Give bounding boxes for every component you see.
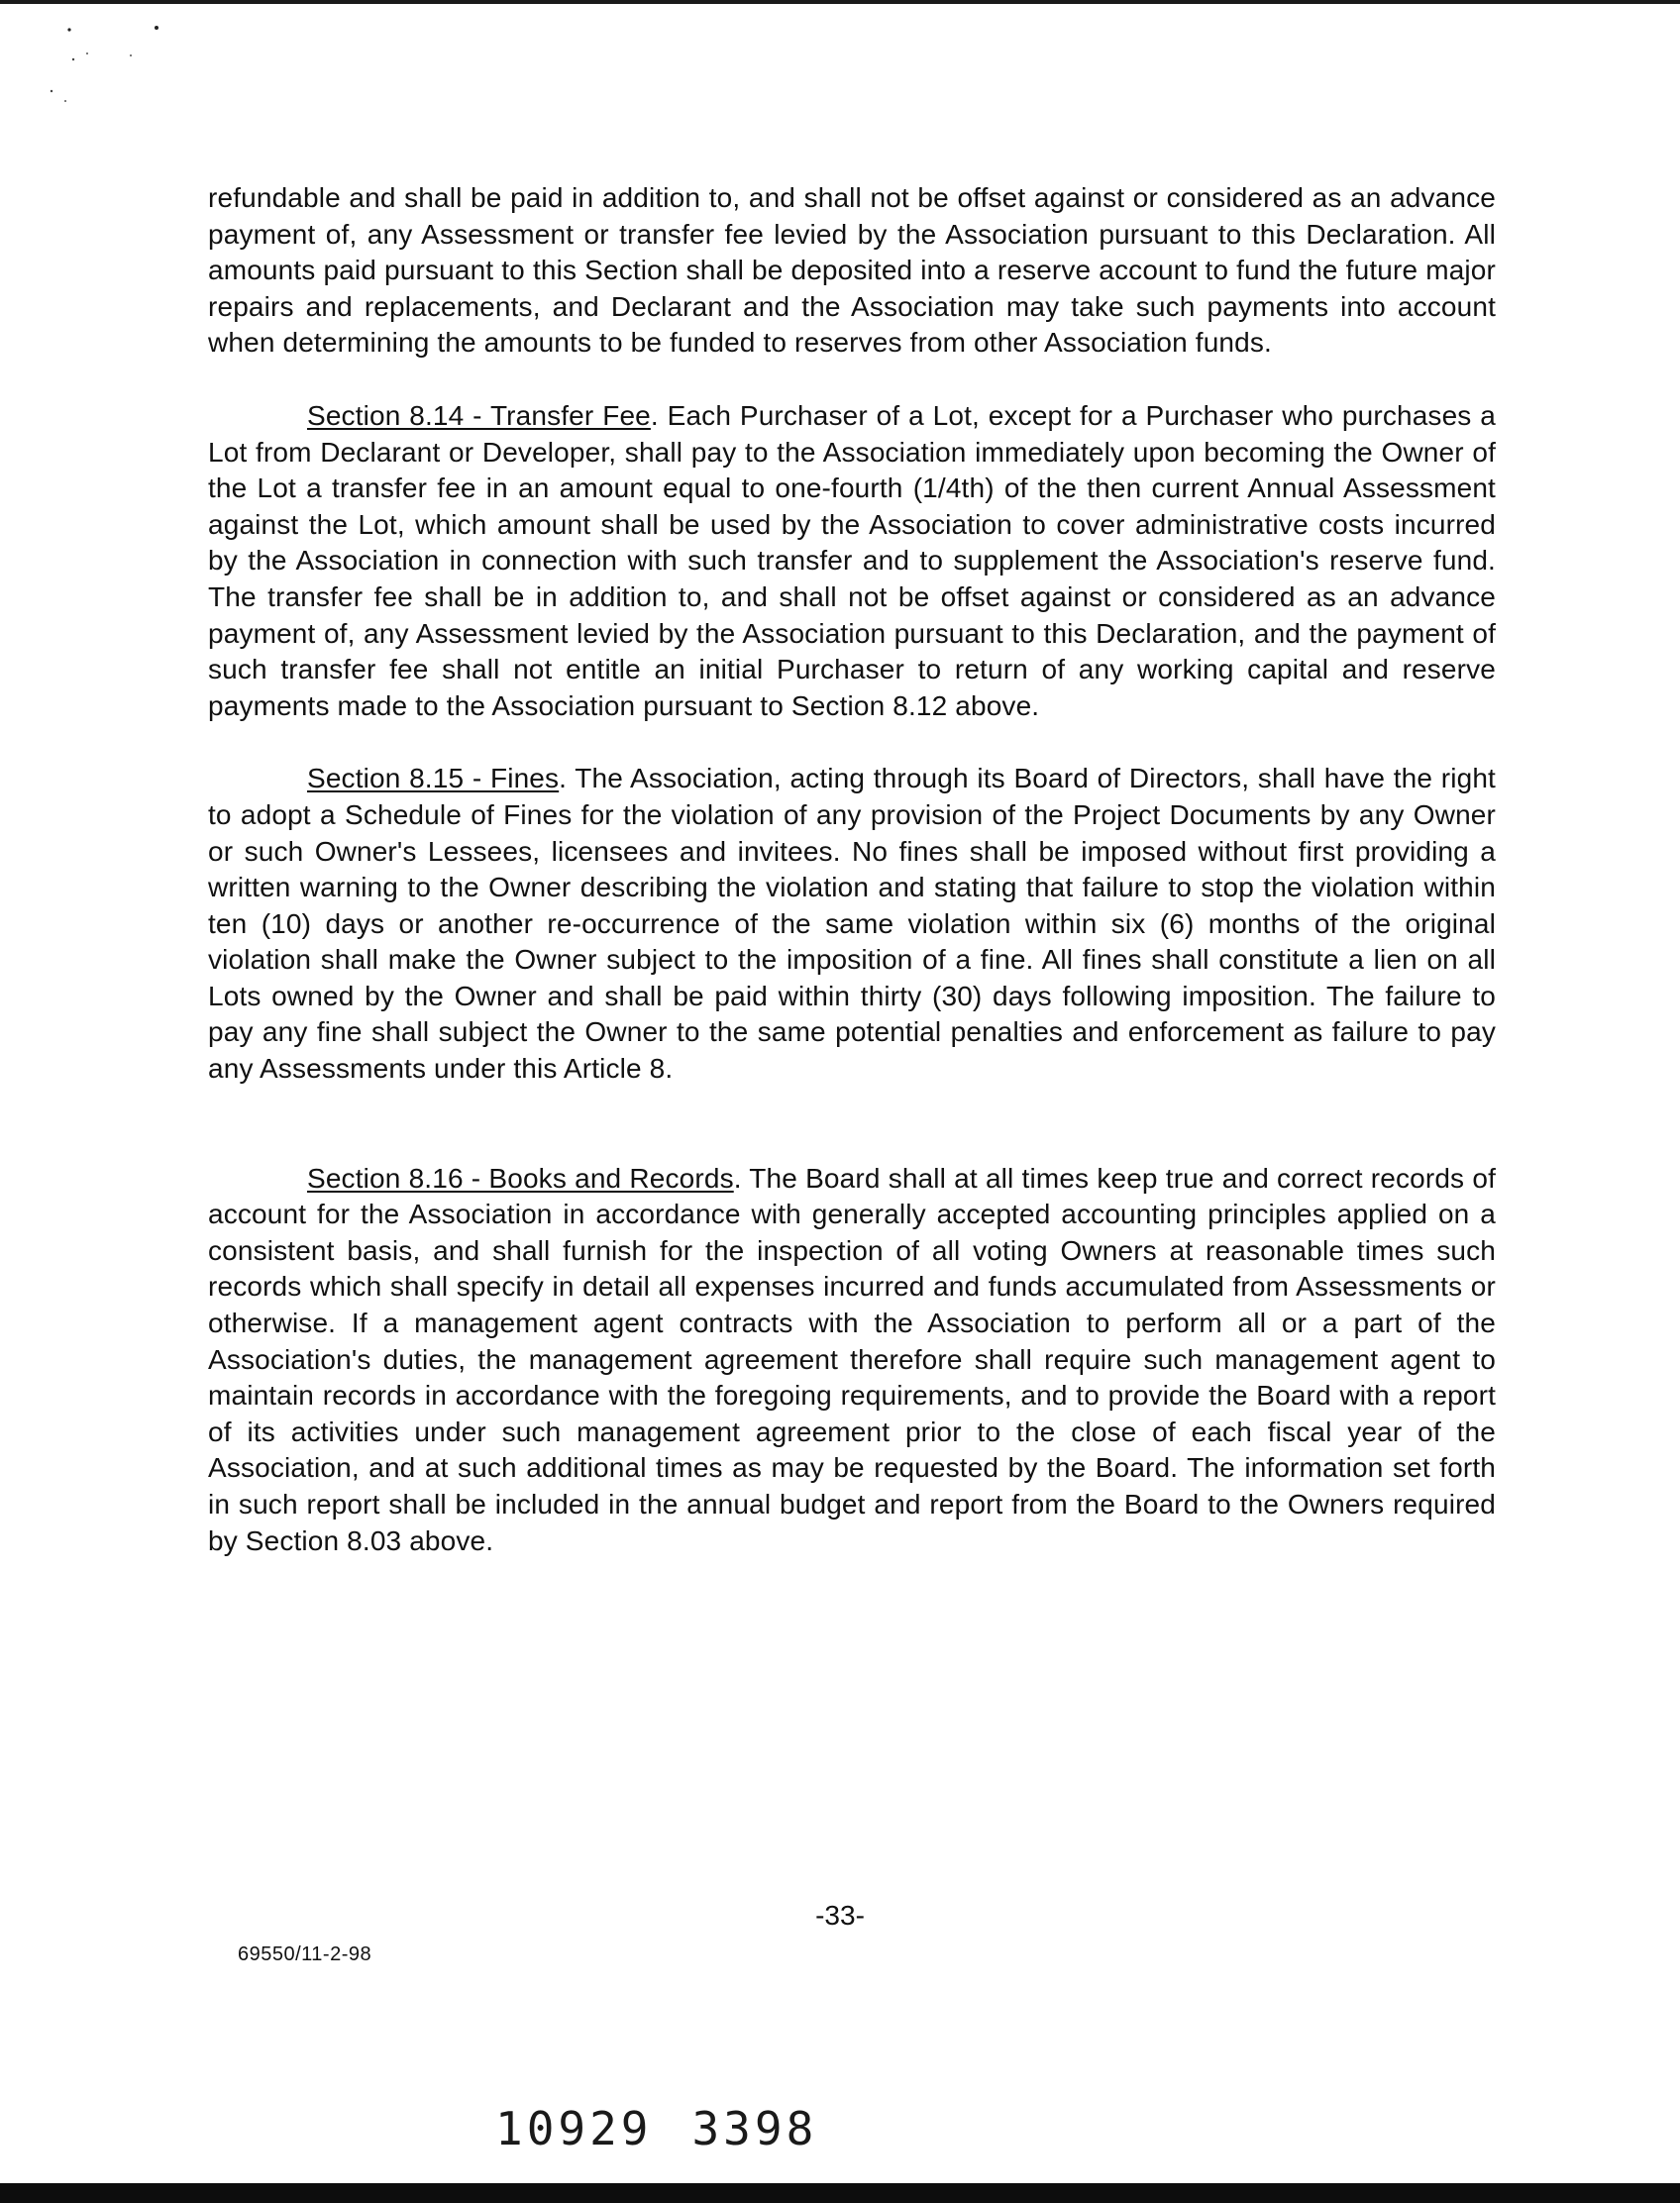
scan-bottom-edge	[0, 2183, 1680, 2203]
document-code: 69550/11-2-98	[238, 1943, 372, 1965]
scan-specks	[40, 20, 178, 119]
section-8-14-heading: Section 8.14 - Transfer Fee	[307, 399, 651, 431]
section-8-16-heading: Section 8.16 - Books and Records	[307, 1162, 734, 1194]
section-8-15-body: . The Association, acting through its Board of Directors, shall have the right to adopt a Schedule of Fines for the violation of any provision of the Project Documents by any Owner or such Owner's Lessees, licensees and invitees. No fines shall be imposed without first providing a written warning to the Owner describing the violation and stating that failure to stop the violation within ten (10) days or another re-occurrence of the same violation within six (6) months of the original violation shall make the Owner subject to the imposition of a fine. All fines shall constitute a lien on all Lots owned by the Owner and shall be paid within thirty (30) days following imposition. The failure to pay any fine shall subject the Owner to the same potential penalties and enforcement as failure to pay any Assessments under this Article 8.	[208, 763, 1496, 1085]
document-page	[208, 180, 1496, 1559]
recording-page-number: 3398	[691, 2102, 818, 2155]
page-number: -33-	[815, 1900, 865, 1931]
scan-top-edge	[0, 0, 1680, 4]
section-8-14-body: . Each Purchaser of a Lot, except for a Purchaser who purchases a Lot from Declarant or Developer, shall pay to the Association immediately upon becoming the Owner of the Lot a transfer fee in an amount equal to one-fourth (1/4th) of the then current Annual Assessment against the Lot, which amount shall be used by the Association to cover administrative costs incurred by the Association in connection with such transfer and to supplement the Association's reserve fund. The transfer fee shall be in addition to, and shall not be offset against or considered as an advance payment of, any Assessment levied by the Association pursuant to this Declaration, and the payment of such transfer fee shall not entitle an initial Purchaser to return of any working capital and reserve payments made to the Association pursuant to Section 8.12 above.	[208, 399, 1496, 721]
section-8-16	[208, 1161, 1496, 1560]
section-8-15-heading: Section 8.15 - Fines	[307, 763, 560, 794]
section-8-16-body: . The Board shall at all times keep true and correct records of account for the Association in accordance with generally accepted accounting principles applied on a consistent basis, and shall furnish for the inspection of all voting Owners at reasonable times such records which shall specify in detail all expenses incurred and funds accumulated from Assessments or otherwise. If a management agent contracts with the Association to perform all or a part of the Association's duties, the management agreement therefore shall require such management agent to maintain records in accordance with the foregoing requirements, and to provide the Board with a report of its activities under such management agreement prior to the close of each fiscal year of the Association, and at such additional times as may be requested by the Board. The information set forth in such report shall be included in the annual budget and report from the Board to the Owners required by Section 8.03 above.	[208, 1162, 1496, 1556]
paragraph-intro: refundable and shall be paid in addition to, and shall not be offset against or considered as an advance payment of, any Assessment or transfer fee levied by the Association pursuant to this Declaration. All amounts paid pursuant to this Section shall be deposited into a reserve account to fund the future major repairs and replacements, and Declarant and the Association may take such payments into account when determining the amounts to be funded to reserves from other Association funds.	[208, 182, 1496, 359]
recording-stamp	[495, 2102, 817, 2155]
section-8-14	[208, 398, 1496, 724]
section-8-15	[208, 761, 1496, 1087]
recording-book-number: 10929	[495, 2102, 653, 2155]
